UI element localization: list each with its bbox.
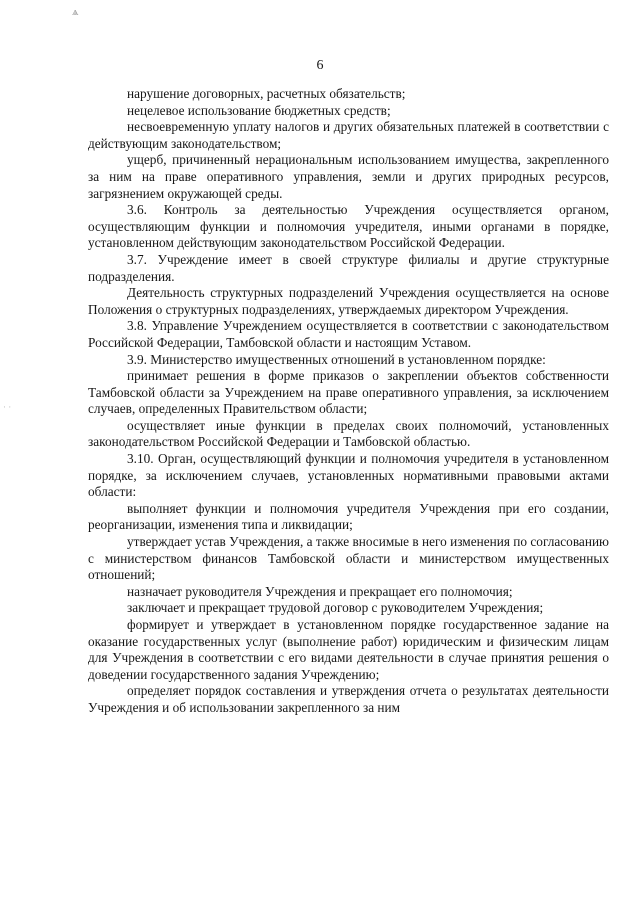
paragraph: нарушение договорных, расчетных обязательств; [127, 86, 406, 101]
paragraph: выполняет функции и полномочия учредителя Учреждения при его создании, реорганизации, изменения типа и ликвидации; [88, 500, 609, 533]
paragraph: формирует и утверждает в установленном порядке государственное задание на оказание государственных услуг (выполнение работ) юридическим и физическим лицам для Учреждения в соответствии с его видами деятельности в случае принятия решения о доведении государственного задания Учреждению; [88, 617, 609, 682]
paragraph: заключает и прекращает трудовой договор с руководителем Учреждения; [127, 600, 544, 616]
paragraph: нецелевое использование бюджетных средств; [127, 102, 391, 118]
paragraph: утверждает устав Учреждения, а также вносимые в него изменения по согласованию с министерством финансов Тамбовской области и министерством имущественных отношений; [88, 534, 609, 583]
section-3-8: 3.8. Управление Учреждением осуществляется в соответствии с законодательством Российской Федерации, Тамбовской области и настоящим Уставом. [88, 318, 609, 350]
paragraph: принимает решения в форме приказов о закреплении объектов собственности Тамбовской области за Учреждением на праве оперативного управления, за исключением случаев, определенных Правительством области; [88, 368, 609, 417]
section-3-6: 3.6. Контроль за деятельностью Учреждения осуществляется органом, осуществляющим функции и полномочия учредителя, иными органами в порядке, установленном действующим законодательством Российской Федерации. [88, 202, 609, 251]
scan-dot: · · [3, 402, 12, 412]
paragraph: определяет порядок составления и утверждения отчета о результатах деятельности Учреждения и об использовании закрепленного за ним [88, 683, 609, 715]
section-3-10: 3.10. Орган, осуществляющий функции и полномочия учредителя в установленном порядке, за исключением случаев, установленных нормативными правовыми актами области: [88, 451, 609, 500]
paragraph: несвоевременную уплату налогов и других обязательных платежей в соответствии с действующим законодательством; [88, 119, 609, 151]
paragraph: назначает руководителя Учреждения и прекращает его полномочия; [127, 583, 513, 599]
paragraph: ущерб, причиненный нерациональным использованием имущества, закрепленного за ним на праве оперативного управления, земли и других природных ресурсов, загрязнением окружающей среды. [88, 152, 609, 201]
section-3-7: 3.7. Учреждение имеет в своей структуре филиалы и другие структурные подразделения. [88, 251, 609, 284]
paragraph: осуществляет иные функции в пределах своих полномочий, установленных законодательством Российской Федерации и Тамбовской областью. [88, 417, 609, 450]
document-body [88, 86, 609, 717]
paragraph: Деятельность структурных подразделений Учреждения осуществляется на основе Положения о структурных подразделениях, утверждаемых директором Учреждения. [88, 285, 609, 317]
scan-mark: ѧ [72, 6, 79, 18]
page-number: 6 [316, 58, 324, 73]
section-3-9: 3.9. Министерство имущественных отношений в установленном порядке: [127, 351, 546, 367]
